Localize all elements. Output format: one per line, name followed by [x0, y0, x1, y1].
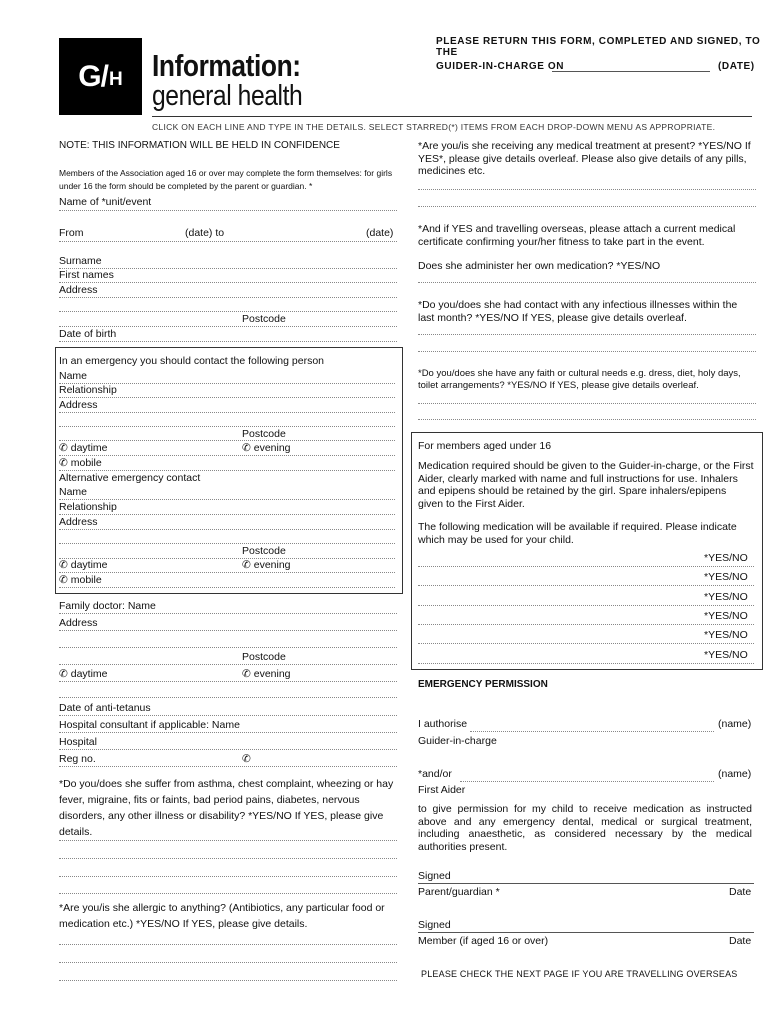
alt-mobile — [59, 574, 102, 587]
emergency-permission-title: EMERGENCY PERMISSION — [418, 679, 548, 690]
signed-member-label: Signed — [418, 919, 451, 931]
hospital-consultant-label: Hospital consultant if applicable: Name — [59, 719, 240, 731]
ec-postcode-label: Postcode — [242, 428, 286, 440]
med-yes-no-4[interactable]: *YES/NO — [704, 610, 748, 622]
signed-label: Signed — [418, 870, 451, 882]
under16-title: For members aged under 16 — [418, 440, 552, 452]
mobile-label: mobile — [70, 457, 102, 469]
family-doctor-field[interactable] — [59, 613, 397, 614]
ec-postcode-field[interactable] — [59, 440, 395, 441]
alt-address-label: Address — [59, 516, 98, 528]
member-16-label: Member (if aged 16 or over) — [418, 935, 549, 947]
treatment-field-1[interactable] — [418, 189, 756, 190]
phone-icon: ✆ — [59, 559, 68, 571]
authorise-name-label: (name) — [718, 718, 752, 730]
alt-relationship-label: Relationship — [59, 501, 117, 513]
phone-icon: ✆ — [242, 442, 251, 454]
date-label: (DATE) — [718, 61, 755, 72]
alt-daytime — [59, 559, 108, 572]
asthma-details-field-4[interactable] — [59, 893, 397, 894]
alt-name-label: Name — [59, 486, 88, 498]
doctor-postcode-label: Postcode — [242, 651, 286, 663]
evening-label: evening — [253, 668, 291, 680]
med-yes-no-1[interactable]: *YES/NO — [704, 552, 748, 564]
self-medication-field[interactable] — [418, 282, 756, 283]
first-aider-name-label: (name) — [718, 768, 752, 780]
overseas-footer: PLEASE CHECK THE NEXT PAGE IF YOU ARE TRAVELLING OVERSEAS — [421, 969, 738, 979]
phone-icon: ✆ — [242, 668, 251, 680]
faith-field-1[interactable] — [418, 403, 756, 404]
reg-no-field[interactable] — [59, 766, 397, 767]
phone-icon: ✆ — [59, 668, 68, 680]
hospital-field[interactable] — [59, 749, 397, 750]
infectious-question: *Do you/does she had contact with any infectious illnesses within the last month? *YES/NO If YES, please give details overleaf. — [418, 299, 738, 324]
under16-text: Medication required should be given to the Guider-in-charge, or the First Aider, clearly marked with name and full instructions for use. Inhalers and epipens should be retained by the girl. Spare inhalers/epipens given to the First Aider. — [418, 460, 754, 510]
evening-label: evening — [253, 559, 291, 571]
alt-phone-field[interactable] — [59, 572, 395, 573]
medication-field-6[interactable] — [418, 663, 754, 664]
dates-field[interactable] — [59, 241, 397, 242]
mobile-label: mobile — [70, 574, 102, 586]
faith-question: *Do you/does she have any faith or cultural needs e.g. dress, diet, holy days, toilet arrangements? *YES/NO If YES, please give details overleaf. — [418, 368, 741, 391]
alt-name-field[interactable] — [59, 499, 395, 500]
ec-daytime — [59, 442, 108, 455]
confidential-note: NOTE: THIS INFORMATION WILL BE HELD IN CONFIDENCE — [59, 140, 340, 151]
date-to-label: (date) to — [185, 227, 225, 239]
dob-label: Date of birth — [59, 328, 117, 340]
from-label: From — [59, 227, 84, 239]
phone-icon: ✆ — [59, 442, 68, 454]
phone-icon: ✆ — [242, 753, 251, 765]
medication-field-5[interactable] — [418, 643, 754, 644]
asthma-details-field-1[interactable] — [59, 840, 397, 841]
medication-field-1[interactable] — [418, 566, 754, 567]
member-signature-field[interactable] — [418, 932, 754, 933]
return-instructions: PLEASE RETURN THIS FORM, COMPLETED AND SIGNED, TO THE — [436, 36, 761, 58]
guider-label: GUIDER-IN-CHARGE ON — [436, 61, 565, 72]
hospital-consultant-field[interactable] — [59, 732, 397, 733]
ec-relationship-field[interactable] — [59, 397, 395, 398]
alt-evening — [242, 559, 291, 572]
postcode-label: Postcode — [242, 313, 286, 325]
anti-tetanus-field[interactable] — [59, 715, 397, 716]
first-names-field[interactable] — [59, 282, 397, 283]
med-yes-no-5[interactable]: *YES/NO — [704, 629, 748, 641]
instructions: CLICK ON EACH LINE AND TYPE IN THE DETAILS. SELECT STARRED(*) ITEMS FROM EACH DROP-DOWN MENU AS APPROPRIATE. — [152, 122, 716, 132]
return-date-field[interactable] — [552, 71, 710, 72]
first-aider-name-field[interactable] — [460, 781, 714, 782]
infectious-field-1[interactable] — [418, 334, 756, 335]
first-aider-label: First Aider — [418, 784, 466, 796]
alt-address-field-2[interactable] — [59, 543, 395, 544]
self-medication-question: Does she administer her own medication? *YES/NO — [418, 260, 661, 272]
authorise-name-field[interactable] — [470, 731, 714, 732]
medication-field-2[interactable] — [418, 585, 754, 586]
reg-no-label: Reg no. — [59, 753, 96, 765]
treatment-question: *Are you/is she receiving any medical treatment at present? *YES/NO If YES*, please give details overleaf. Please also give details of any pills, medicines etc. — [418, 140, 751, 177]
asthma-details-field-2[interactable] — [59, 858, 397, 859]
address-label: Address — [59, 284, 98, 296]
med-yes-no-3[interactable]: *YES/NO — [704, 591, 748, 603]
ec-address-field[interactable] — [59, 412, 395, 413]
ec-mobile — [59, 457, 102, 470]
family-doctor-label: Family doctor: Name — [59, 600, 156, 612]
asthma-question: *Do you/does she suffer from asthma, chest complaint, wheezing or hay fever, migraine, fits or faints, bad period pains, diabetes, nervous disorders, any other illness or disability? *YES/NO If YES, please give details. — [59, 778, 394, 838]
surname-label: Surname — [59, 255, 102, 267]
mobile-icon: ✆ — [59, 574, 68, 586]
ec-phone-field[interactable] — [59, 455, 395, 456]
medication-field-3[interactable] — [418, 605, 754, 606]
evening-label: evening — [253, 442, 291, 454]
alt-relationship-field[interactable] — [59, 514, 395, 515]
dob-field[interactable] — [59, 341, 397, 342]
alt-address-field[interactable] — [59, 529, 395, 530]
address-field[interactable] — [59, 297, 397, 298]
header-rule — [152, 116, 752, 117]
allergy-details-field-2[interactable] — [59, 962, 397, 963]
members-note: Members of the Association aged 16 or over may complete the form themselves: for girls under 16 the form should be completed by the parent or guardian. * — [59, 168, 393, 191]
ec-address-label: Address — [59, 399, 98, 411]
doctor-evening — [242, 668, 291, 681]
doctor-address-field[interactable] — [59, 630, 397, 631]
postcode-field[interactable] — [59, 326, 397, 327]
infectious-field-2[interactable] — [418, 351, 756, 352]
treatment-field-2[interactable] — [418, 206, 756, 207]
alt-mobile-field[interactable] — [59, 587, 395, 588]
alt-contact-title: Alternative emergency contact — [59, 472, 201, 484]
address-field-2[interactable] — [59, 311, 397, 312]
overseas-question: *And if YES and travelling overseas, please attach a current medical certificate confirming your/her fitness to take part in the event. — [418, 223, 736, 248]
guider-in-charge-label: Guider-in-charge — [418, 735, 497, 747]
i-authorise-label: I authorise — [418, 718, 468, 730]
parent-signature-field[interactable] — [418, 883, 754, 884]
under16-medication-text: The following medication will be available if required. Please indicate which may be used for your child. — [418, 521, 737, 546]
permission-text: to give permission for my child to receive medication as instructed above and any emergency dental, medical or surgical treatment, including anaesthetic, as considered necessary by the medical authorities present. — [418, 803, 752, 853]
doctor-postcode-field[interactable] — [59, 664, 397, 665]
med-yes-no-6[interactable]: *YES/NO — [704, 649, 748, 661]
doctor-extra-field[interactable] — [59, 697, 397, 698]
asthma-details-field-3[interactable] — [59, 876, 397, 877]
daytime-label: daytime — [70, 668, 108, 680]
daytime-label: daytime — [70, 559, 108, 571]
first-names-label: First names — [59, 269, 114, 281]
page-title: Information: — [152, 48, 301, 83]
alt-postcode-label: Postcode — [242, 545, 286, 557]
doctor-phone-field[interactable] — [59, 681, 397, 682]
unit-event-field[interactable] — [59, 210, 397, 211]
phone-icon: ✆ — [242, 559, 251, 571]
ec-name-label: Name — [59, 370, 88, 382]
page-subtitle: general health — [152, 80, 303, 112]
mobile-icon: ✆ — [59, 457, 68, 469]
ec-evening — [242, 442, 291, 455]
allergy-details-field-3[interactable] — [59, 980, 397, 981]
logo-sub: H — [108, 68, 123, 90]
parent-guardian-label: Parent/guardian * — [418, 886, 500, 898]
member-date-label: Date — [729, 935, 752, 947]
medication-field-4[interactable] — [418, 624, 754, 625]
anti-tetanus-label: Date of anti-tetanus — [59, 702, 151, 714]
allergy-question: *Are you/is she allergic to anything? (Antibiotics, any particular food or medication etc.) *YES/NO If YES, please give details. — [59, 902, 385, 930]
alt-postcode-field[interactable] — [59, 558, 395, 559]
gh-logo — [59, 38, 142, 115]
and-or-label: *and/or — [418, 768, 452, 780]
faith-field-2[interactable] — [418, 419, 756, 420]
ec-relationship-label: Relationship — [59, 384, 117, 396]
daytime-label: daytime — [70, 442, 108, 454]
doctor-daytime — [59, 668, 108, 681]
emergency-title: In an emergency you should contact the following person — [59, 355, 324, 367]
ec-address-field-2[interactable] — [59, 426, 395, 427]
logo-main: G/ — [78, 59, 108, 93]
allergy-details-field-1[interactable] — [59, 944, 397, 945]
date-end-label: (date) — [366, 227, 394, 239]
unit-event-label: Name of *unit/event — [59, 196, 152, 208]
parent-date-label: Date — [729, 886, 752, 898]
doctor-address-label: Address — [59, 617, 98, 629]
doctor-address-field-2[interactable] — [59, 647, 397, 648]
hospital-label: Hospital — [59, 736, 97, 748]
med-yes-no-2[interactable]: *YES/NO — [704, 571, 748, 583]
ec-mobile-field[interactable] — [59, 470, 395, 471]
